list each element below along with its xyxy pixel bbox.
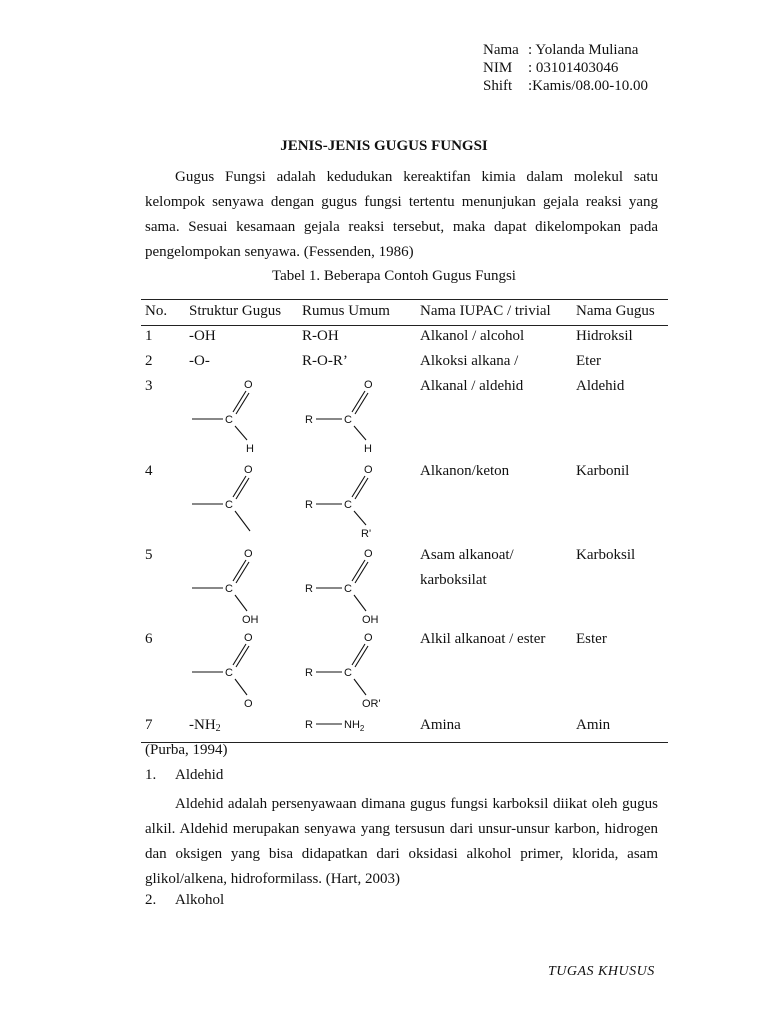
- row-struktur: [189, 717, 221, 734]
- carboxyl-structure: [180, 545, 280, 630]
- atom-c: C: [344, 499, 352, 511]
- atom-r: R: [305, 667, 313, 679]
- page-footer: TUGAS KHUSUS: [548, 964, 655, 979]
- row-gugus: Karbonil: [576, 463, 630, 479]
- ketone-formula-svg: [300, 461, 400, 541]
- row-iupac: Alkil alkanoat / ester: [420, 631, 546, 647]
- col-header-gugus: Nama Gugus: [576, 303, 655, 319]
- row-gugus: Amin: [576, 717, 611, 733]
- atom-o: O: [244, 464, 253, 476]
- row-no: 4: [145, 463, 153, 479]
- row-no: 1: [145, 328, 153, 344]
- atom-oh: OH: [242, 614, 259, 626]
- row-iupac-line2: karboksilat: [420, 572, 487, 588]
- atom-r: R: [305, 414, 313, 426]
- row-gugus: Hidroksil: [576, 328, 633, 344]
- atom-c: C: [344, 414, 352, 426]
- amine-formula-svg: [300, 712, 400, 734]
- col-header-rumus: Rumus Umum: [302, 303, 390, 319]
- row-struktur: -O-: [189, 353, 210, 369]
- atom-r: R: [305, 719, 313, 731]
- aldehyde-formula-svg: [300, 376, 400, 456]
- col-header-struktur: Struktur Gugus: [189, 303, 282, 319]
- ketone-formula: [300, 461, 400, 546]
- atom-h: H: [246, 443, 254, 455]
- row-iupac: Alkanal / aldehid: [420, 378, 524, 394]
- section-1-number: 1.: [145, 767, 157, 783]
- atom-o-single: O: [244, 698, 253, 710]
- ester-formula: [300, 629, 400, 714]
- row-gugus: Karboksil: [576, 547, 636, 563]
- row-iupac: Alkoksi alkana /: [420, 353, 519, 369]
- atom-r: R: [305, 583, 313, 595]
- ester-structure: [180, 629, 280, 714]
- aldehyde-formula: [300, 376, 400, 461]
- carboxyl-formula: [300, 545, 400, 630]
- row-gugus: Ester: [576, 631, 607, 647]
- nama-value: : Yolanda Muliana: [528, 42, 639, 58]
- aldehyde-structure-svg: [180, 376, 280, 456]
- amine-group: -NH: [189, 717, 216, 733]
- row-no: 6: [145, 631, 153, 647]
- ester-structure-svg: [180, 629, 280, 709]
- atom-nh: $NH_2$: [344, 719, 365, 733]
- nim-label: NIM: [483, 60, 513, 76]
- row-rumus: R-OH: [302, 328, 339, 344]
- row-gugus: Aldehid: [576, 378, 625, 394]
- atom-c: C: [344, 667, 352, 679]
- atom-c: C: [344, 583, 352, 595]
- row-gugus: Eter: [576, 353, 601, 369]
- row-struktur: -OH: [189, 328, 216, 344]
- section-2-heading: [145, 892, 225, 909]
- section-2-title: Alkohol: [175, 892, 225, 908]
- section-1-title: Aldehid: [175, 767, 224, 783]
- row-iupac: Amina: [420, 717, 461, 733]
- atom-o: O: [364, 548, 373, 560]
- amine-formula: [300, 712, 400, 739]
- atom-or-prime: OR': [362, 698, 381, 710]
- col-header-iupac: Nama IUPAC / trivial: [420, 303, 551, 319]
- col-header-no: No.: [145, 303, 168, 319]
- row-no: 5: [145, 547, 153, 563]
- row-iupac: Alkanon/keton: [420, 463, 510, 479]
- carboxyl-formula-svg: [300, 545, 400, 625]
- atom-c: C: [225, 499, 233, 511]
- atom-o: O: [364, 379, 373, 391]
- shift-value: :Kamis/08.00-10.00: [528, 78, 648, 94]
- atom-o: O: [244, 548, 253, 560]
- table-top-rule: [141, 299, 668, 300]
- row-no: 3: [145, 378, 153, 394]
- atom-h: H: [364, 443, 372, 455]
- aldehyde-structure: [180, 376, 280, 461]
- ketone-structure: [180, 461, 280, 546]
- section-1-paragraph: Aldehid adalah persenyawaan dimana gugus fungsi karboksil diikat oleh gugus alkil. Aldehid merupakan senyawa yang tersusun dari unsur-unsur karbon, hidrogen dan oksigen yang bisa didapatkan dari oksidasi alkohol primer, klorida, asam glikol/alkena, hidroformilass. (Hart, 2003): [145, 796, 658, 887]
- shift-label: Shift: [483, 78, 513, 94]
- atom-o: O: [244, 632, 253, 644]
- atom-oh: OH: [362, 614, 379, 626]
- section-2-number: 2.: [145, 892, 157, 908]
- table-source: (Purba, 1994): [145, 742, 228, 758]
- section-1-body: [145, 792, 658, 892]
- page-title: JENIS-JENIS GUGUS FUNGSI: [280, 138, 488, 154]
- section-1-heading: [145, 767, 224, 784]
- nim-value: : 03101403046: [528, 60, 619, 76]
- carboxyl-structure-svg: [180, 545, 280, 625]
- atom-c: C: [225, 414, 233, 426]
- atom-r: R: [305, 499, 313, 511]
- atom-o: O: [364, 464, 373, 476]
- nama-label: Nama: [483, 42, 519, 58]
- ester-formula-svg: [300, 629, 400, 709]
- atom-c: C: [225, 667, 233, 679]
- amine-subscript: 2: [215, 723, 221, 734]
- atom-o: O: [244, 379, 253, 391]
- ketone-structure-svg: [180, 461, 280, 541]
- row-iupac: Alkanol / alcohol: [420, 328, 525, 344]
- row-no: 7: [145, 717, 153, 733]
- row-iupac: Asam alkanoat/: [420, 547, 514, 563]
- row-no: 2: [145, 353, 153, 369]
- table-header-rule: [141, 325, 668, 326]
- atom-o: O: [364, 632, 373, 644]
- intro-paragraph: Gugus Fungsi adalah kedudukan kereaktifan kimia dalam molekul satu kelompok senyawa dengan gugus fungsi tertentu menunjukan gejala reaksi yang sama. Sesuai kesamaan gejala reaksi tersebut, maka dapat dikelompokan pada pengelompokan senyawa. (Fessenden, 1986): [145, 169, 658, 260]
- atom-r-prime: R': [361, 528, 372, 540]
- table-caption: Tabel 1. Beberapa Contoh Gugus Fungsi: [272, 268, 516, 284]
- atom-c: C: [225, 583, 233, 595]
- row-rumus: R-O-R’: [302, 353, 348, 369]
- intro-section: [145, 165, 658, 265]
